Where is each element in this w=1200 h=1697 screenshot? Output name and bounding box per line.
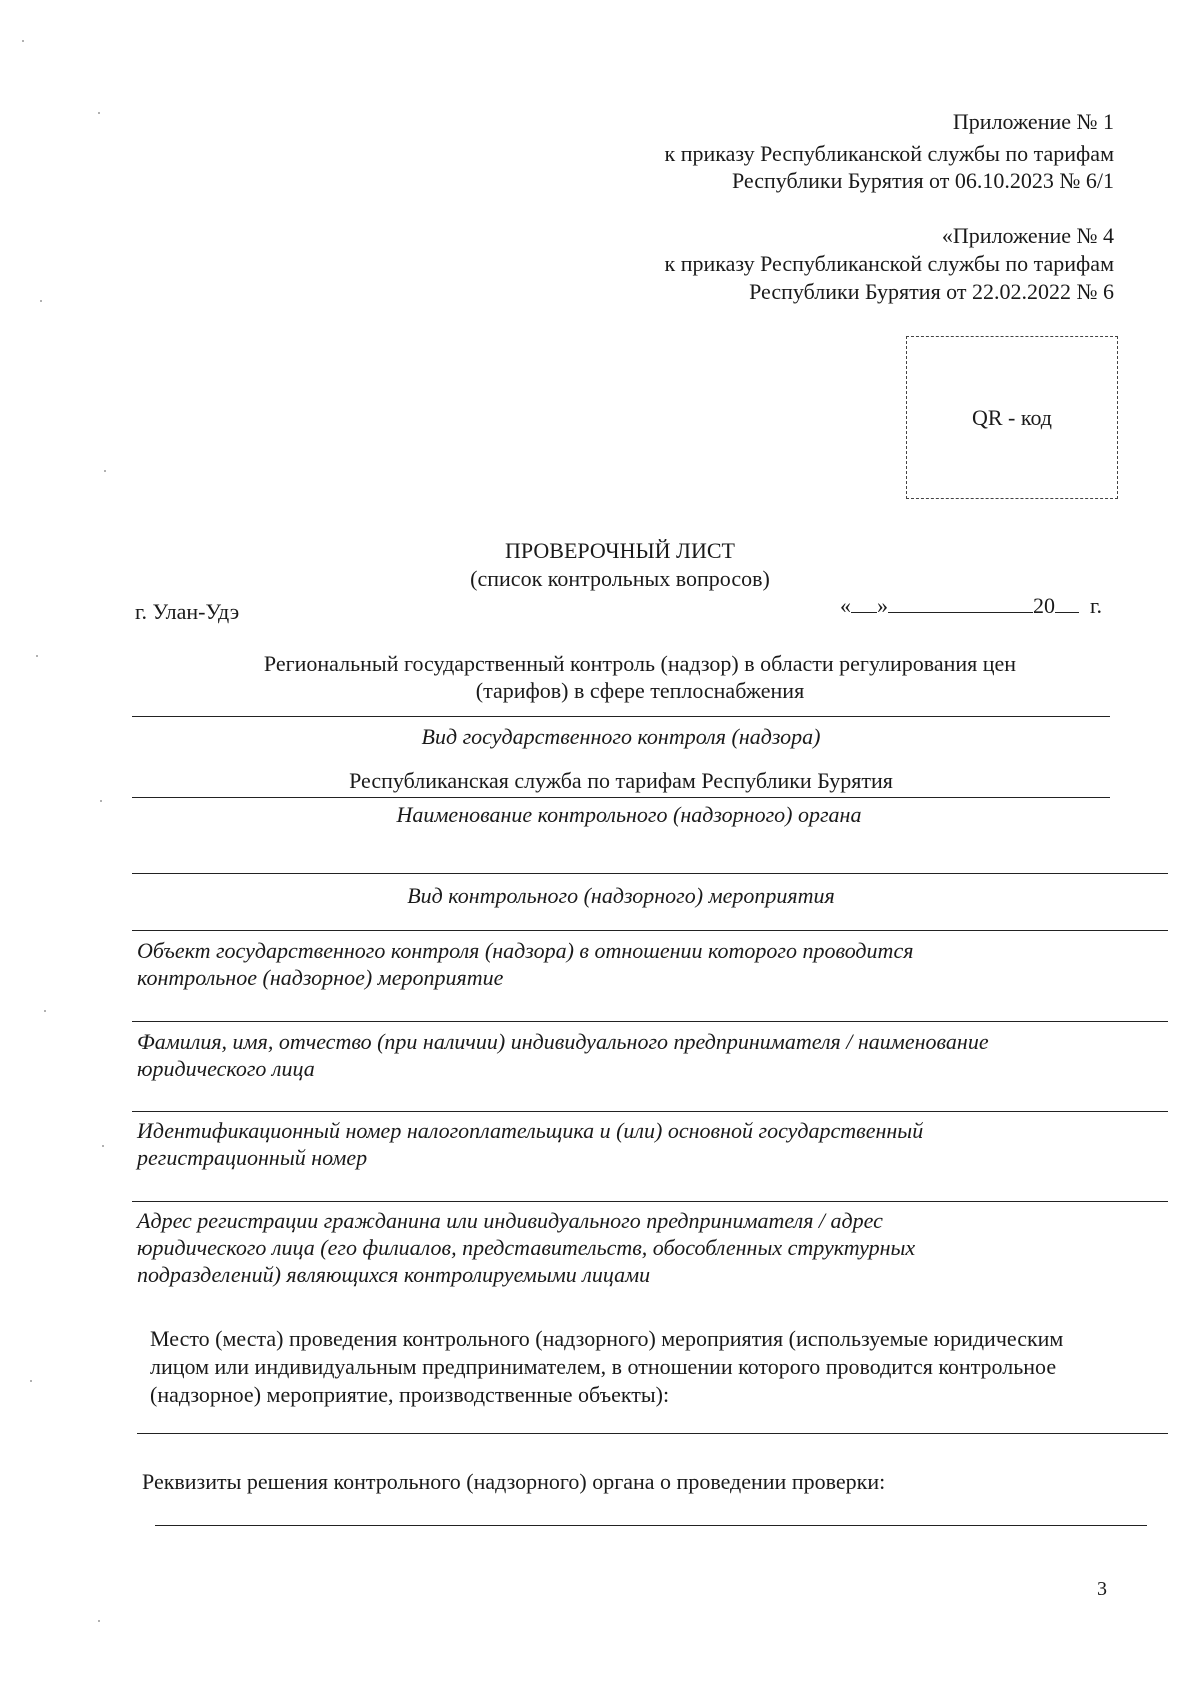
scan-speck (40, 300, 42, 302)
inn-caption-line1: Идентификационный номер налогоплательщика и (или) основной государственный (137, 1118, 924, 1143)
year-prefix: 20 (1033, 593, 1055, 618)
fio-caption-line2: юридического лица (137, 1056, 315, 1081)
appendix-1-line1: Приложение № 1 (952, 109, 1114, 134)
control-type-value-line1: Региональный государственный контроль (надзор) в области регулирования цен (263, 651, 1017, 676)
inn-caption-line2: регистрационный номер (137, 1145, 368, 1170)
place-line3: (надзорное) мероприятие, производственные объекты): (150, 1382, 670, 1407)
event-type-line[interactable] (132, 873, 1168, 874)
scan-speck (104, 470, 106, 472)
organ-line (132, 797, 1110, 798)
appendix-4-line2: к приказу Республиканской службы по тарифам (664, 251, 1114, 276)
place-answer-line[interactable] (137, 1433, 1168, 1434)
appendix-1-line2: к приказу Республиканской службы по тарифам (664, 141, 1114, 166)
scan-speck (30, 1380, 32, 1382)
requisites-label: Реквизиты решения контрольного (надзорного) органа о проведении проверки: (142, 1469, 886, 1494)
fio-caption-line1: Фамилия, имя, отчество (при наличии) индивидуального предпринимателя / наименование (137, 1029, 989, 1054)
city: г. Улан-Удэ (135, 599, 240, 624)
event-type-caption: Вид контрольного (надзорного) мероприятия (407, 883, 835, 908)
scan-speck (98, 1620, 100, 1622)
document-subtitle: (список контрольных вопросов) (470, 566, 770, 591)
scan-speck (36, 655, 38, 657)
date-quote-close: » (877, 593, 888, 618)
page-number: 3 (1097, 1578, 1107, 1600)
address-line[interactable] (132, 1201, 1168, 1202)
scan-speck (44, 1010, 46, 1012)
date-field[interactable] (840, 592, 1102, 620)
scan-speck (22, 40, 24, 42)
object-line[interactable] (132, 930, 1168, 931)
date-quote-open: « (840, 593, 851, 618)
appendix-4-line3: Республики Бурятия от 22.02.2022 № 6 (749, 279, 1114, 304)
control-type-caption: Вид государственного контроля (надзора) (421, 724, 821, 749)
address-caption-line3: подразделений) являющихся контролируемыми лицами (137, 1262, 651, 1287)
qr-code-placeholder (906, 336, 1118, 499)
month-blank[interactable] (888, 592, 1033, 613)
year-suffix: г. (1090, 593, 1103, 618)
place-line1: Место (места) проведения контрольного (надзорного) мероприятия (используемые юридическим (150, 1326, 1064, 1351)
appendix-4-line1: «Приложение № 4 (941, 223, 1114, 248)
requisites-answer-line[interactable] (155, 1525, 1147, 1526)
qr-code-label: QR - код (971, 404, 1053, 430)
inn-line[interactable] (132, 1111, 1168, 1112)
fio-line[interactable] (132, 1021, 1168, 1022)
document-title: ПРОВЕРОЧНЫЙ ЛИСТ (505, 538, 735, 563)
year-blank[interactable] (1055, 592, 1079, 613)
place-line2: лицом или индивидуальным предпринимателем, в отношении которого проводится контрольное (150, 1354, 1057, 1379)
scan-speck (100, 800, 102, 802)
scan-speck (98, 112, 100, 114)
organ-value: Республиканская служба по тарифам Республики Бурятия (349, 768, 893, 793)
control-type-value-line2: (тарифов) в сфере теплоснабжения (475, 678, 805, 703)
address-caption-line1: Адрес регистрации гражданина или индивидуального предпринимателя / адрес (137, 1208, 883, 1233)
object-caption-line1: Объект государственного контроля (надзора) в отношении которого проводится (137, 938, 914, 963)
day-blank[interactable] (851, 592, 877, 613)
scan-speck (102, 1145, 104, 1147)
object-caption-line2: контрольное (надзорное) мероприятие (137, 965, 504, 990)
address-caption-line2: юридического лица (его филиалов, представительств, обособленных структурных (137, 1235, 916, 1260)
appendix-1-line3: Республики Бурятия от 06.10.2023 № 6/1 (731, 168, 1114, 193)
control-type-line (132, 716, 1110, 717)
organ-caption: Наименование контрольного (надзорного) органа (396, 802, 862, 827)
